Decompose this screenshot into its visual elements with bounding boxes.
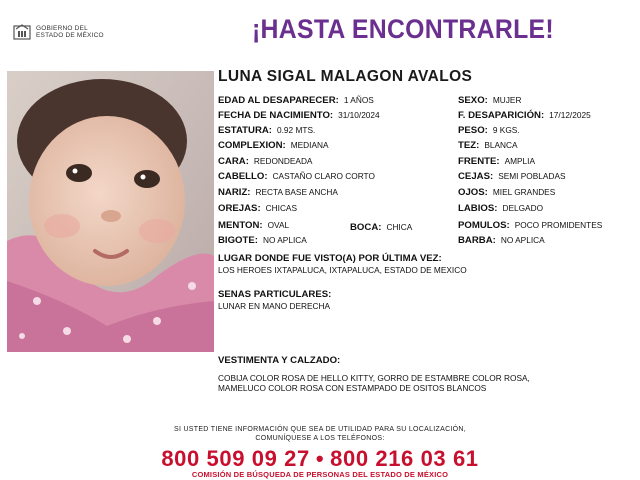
value-estatura: 0.92 MTS. [277, 125, 316, 135]
label-complexion: COMPLEXION: [218, 140, 286, 151]
label-cara: CARA: [218, 156, 249, 167]
info-line-2: COMUNÍQUESE A LOS TELÉFONOS: [255, 435, 385, 442]
phone-number-2[interactable]: 800 216 03 61 [330, 446, 479, 471]
value-pomulos: POCO PROMIDENTES [514, 220, 603, 230]
value-frente: AMPLIA [504, 156, 536, 166]
field-cara [218, 156, 312, 167]
value-cara: REDONDEADA [253, 156, 313, 166]
phone-numbers [0, 446, 640, 472]
field-cejas [458, 171, 566, 182]
label-clothing: VESTIMENTA Y CALZADO: [218, 355, 341, 366]
value-orejas: CHICAS [265, 203, 298, 213]
last-seen-section [218, 254, 467, 275]
value-sexo: MUJER [492, 95, 522, 105]
field-estatura [218, 125, 315, 136]
baby-photo-illustration [7, 71, 214, 352]
value-bigote: NO APLICA [262, 235, 307, 245]
label-barba: BARBA: [458, 235, 496, 246]
value-labios: DELGADO [502, 203, 544, 213]
label-cabello: CABELLO: [218, 171, 268, 182]
label-boca: BOCA: [350, 222, 382, 233]
label-ojos: OJOS: [458, 187, 488, 198]
field-pomulos [458, 220, 602, 231]
marks-section [218, 290, 331, 311]
gov-line-1: GOBIERNO DEL [36, 24, 88, 32]
field-boca [350, 222, 412, 233]
headline: ¡HASTA ENCONTRARLE! [252, 14, 554, 44]
value-peso: 9 KGS. [492, 125, 520, 135]
state-seal-icon [12, 22, 32, 42]
person-name: LUNA SIGAL MALAGON AVALOS [218, 68, 473, 85]
value-menton: OVAL [267, 220, 290, 230]
field-desaparicion [458, 110, 591, 121]
field-nariz [218, 187, 338, 198]
info-line-1: SI USTED TIENE INFORMACIÓN QUE SEA DE UTILIDAD PARA SU LOCALIZACIÓN, [173, 426, 467, 433]
field-orejas [218, 203, 297, 214]
label-bigote: BIGOTE: [218, 235, 258, 246]
value-cabello: CASTAÑO CLARO CORTO [272, 171, 375, 181]
field-ojos [458, 187, 555, 198]
commission-name: COMISIÓN DE BÚSQUEDA DE PERSONAS DEL ESTADO DE MÉXICO [191, 470, 449, 479]
label-nariz: NARIZ: [218, 187, 251, 198]
label-last-seen: LUGAR DONDE FUE VISTO(A) POR ÚLTIMA VEZ: [218, 253, 442, 264]
field-peso [458, 125, 520, 136]
phone-number-1[interactable]: 800 509 09 27 [161, 446, 310, 471]
value-edad: 1 AÑOS [343, 95, 374, 105]
value-clothing-line-1: COBIJA COLOR ROSA DE HELLO KITTY, GORRO DE ESTAMBRE COLOR ROSA, [218, 372, 530, 383]
value-last-seen: LOS HEROES IXTAPALUCA, IXTAPALUCA, ESTADO DE MEXICO [218, 264, 467, 275]
field-complexion [218, 140, 329, 151]
value-nacimiento: 31/10/2024 [338, 110, 380, 120]
value-desaparicion: 17/12/2025 [549, 110, 591, 120]
gov-line-2: ESTADO DE MÉXICO [36, 32, 104, 39]
label-sexo: SEXO: [458, 95, 488, 106]
label-marks: SENAS PARTICULARES: [218, 289, 332, 300]
field-nacimiento [218, 110, 380, 121]
label-menton: MENTON: [218, 220, 263, 231]
government-logo [12, 22, 104, 42]
field-labios [458, 203, 543, 214]
value-cejas: SEMI POBLADAS [498, 171, 566, 181]
field-tez [458, 140, 518, 151]
label-frente: FRENTE: [458, 156, 500, 167]
label-peso: PESO: [458, 125, 488, 136]
label-orejas: OREJAS: [218, 203, 261, 214]
field-cabello [218, 171, 375, 182]
label-nacimiento: FECHA DE NACIMIENTO: [218, 110, 334, 121]
value-barba: NO APLICA [500, 235, 545, 245]
value-tez: BLANCA [484, 140, 518, 150]
field-menton [218, 220, 289, 231]
clothing-section [218, 356, 530, 394]
value-clothing-line-2: MAMELUCO COLOR ROSA CON ESTAMPADO DE OSITOS BLANCOS [218, 383, 487, 393]
missing-person-photo [7, 71, 214, 352]
field-edad [218, 95, 374, 106]
label-pomulos: POMULOS: [458, 220, 510, 231]
value-nariz: RECTA BASE ANCHA [255, 187, 338, 197]
government-name [36, 25, 104, 40]
phone-separator: • [315, 446, 325, 471]
label-edad: EDAD AL DESAPARECER: [218, 95, 339, 106]
label-labios: LABIOS: [458, 203, 498, 214]
field-bigote [218, 235, 307, 246]
label-tez: TEZ: [458, 140, 480, 151]
value-complexion: MEDIANA [290, 140, 329, 150]
field-sexo [458, 95, 521, 106]
label-estatura: ESTATURA: [218, 125, 273, 136]
value-ojos: MIEL GRANDES [492, 187, 556, 197]
label-cejas: CEJAS: [458, 171, 494, 182]
value-boca: CHICA [386, 222, 413, 232]
field-barba [458, 235, 545, 246]
value-marks: LUNAR EN MANO DERECHA [218, 300, 331, 311]
label-desaparicion: F. DESAPARICIÓN: [458, 110, 545, 121]
field-frente [458, 156, 535, 167]
